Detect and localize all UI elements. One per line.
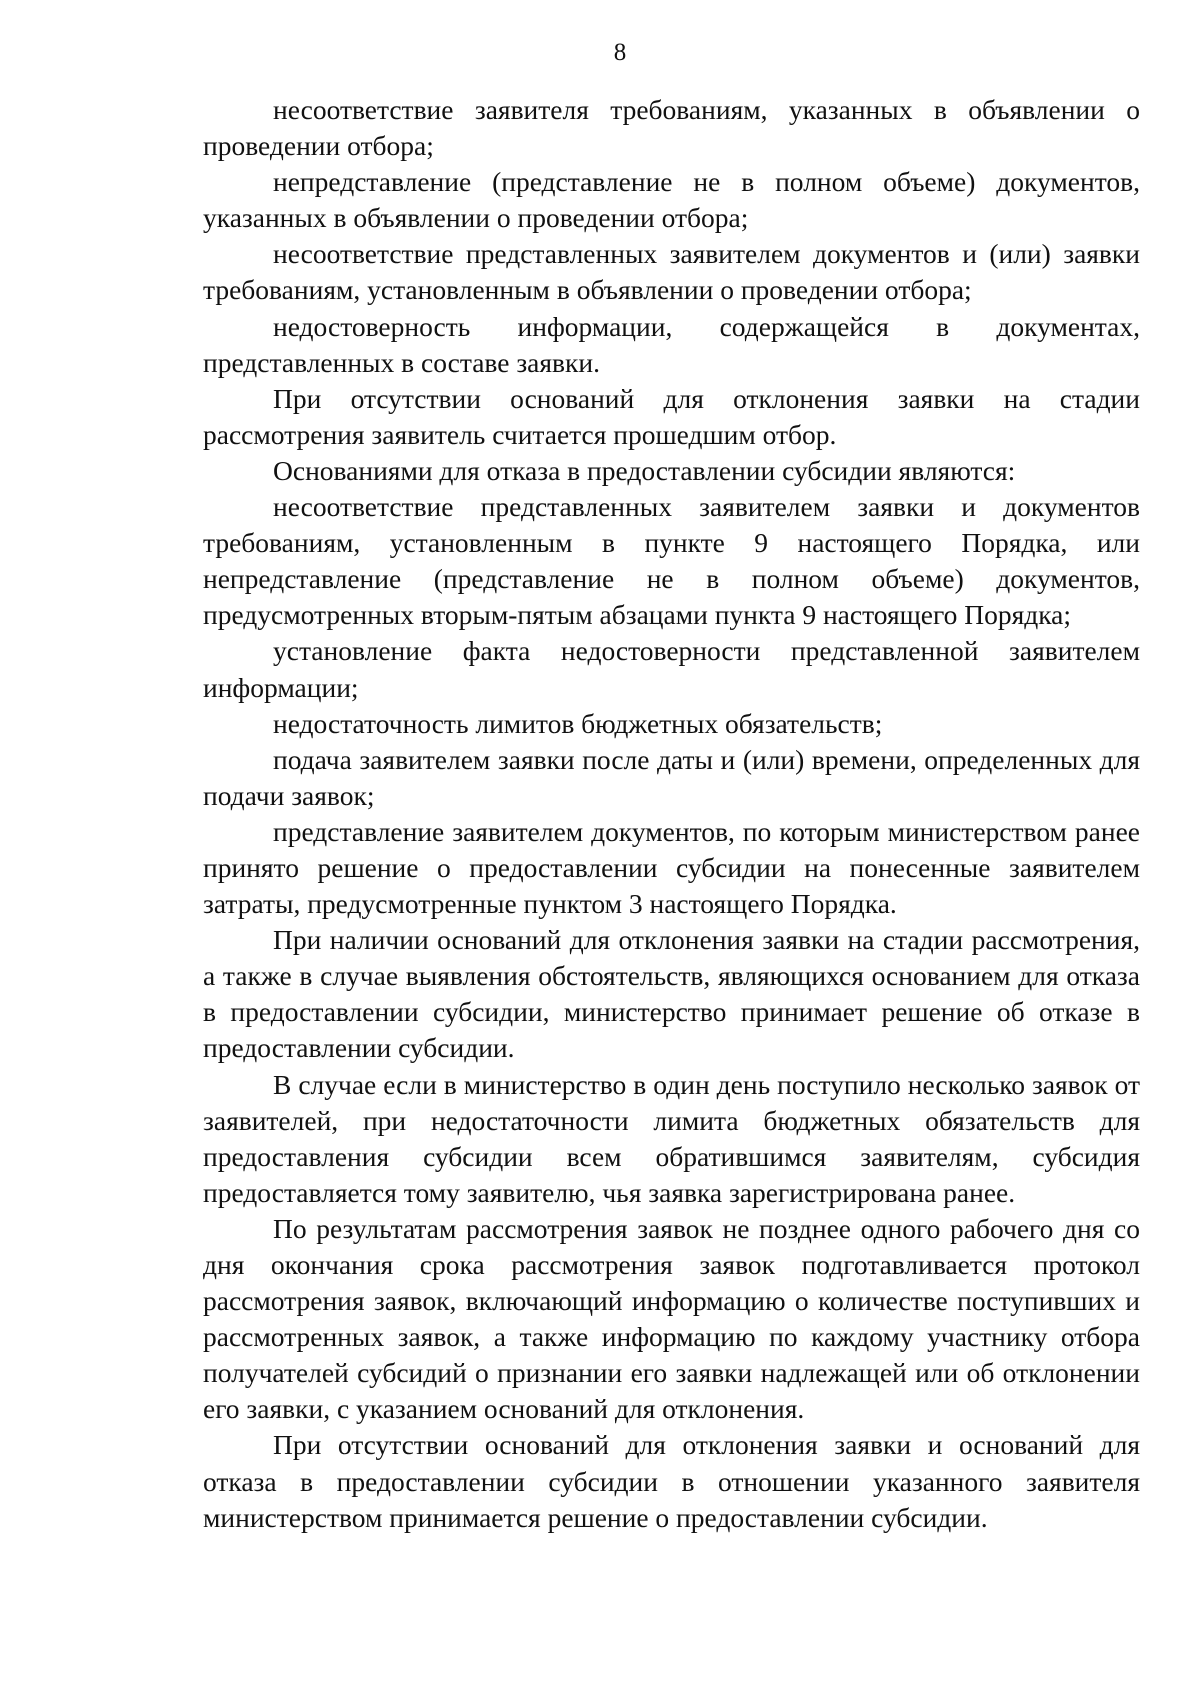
paragraph: При отсутствии оснований для отклонения заявки на стадии рассмотрения заявитель считается прошедшим отбор. [203,382,1140,450]
paragraph: несоответствие представленных заявителем заявки и документов требованиям, установленным в пункте 9 настоящего Порядка, или непредставление (представление не в полном объеме) документов, предусмотренных вторым-пятым абзацами пункта 9 настоящего Порядка; [203,491,1140,631]
paragraph: В случае если в министерство в один день поступило несколько заявок от заявителей, при недостаточности лимита бюджетных обязательств для предоставления субсидии всем обратившимся заявителям, субсидия предоставляется тому заявителю, чья заявка зарегистрирована ранее. [203,1068,1140,1208]
paragraph: несоответствие заявителя требованиям, указанных в объявлении о проведении отбора; [203,94,1140,162]
paragraph: подача заявителем заявки после даты и (или) времени, определенных для подачи заявок; [203,743,1140,811]
paragraph: несоответствие представленных заявителем документов и (или) заявки требованиям, установленным в объявлении о проведении отбора; [203,238,1140,306]
paragraph: Основаниями для отказа в предоставлении субсидии являются: [273,454,1016,486]
document-body [203,92,1140,1536]
paragraph: При наличии оснований для отклонения заявки на стадии рассмотрения, а также в случае выявления обстоятельств, являющихся основанием для отказа в предоставлении субсидии, министерство принимает решение об отказе в предоставлении субсидии. [203,924,1140,1064]
paragraph: недостаточность лимитов бюджетных обязательств; [273,707,883,739]
paragraph: представление заявителем документов, по которым министерством ранее принято решение о предоставлении субсидии на понесенные заявителем затраты, предусмотренные пунктом 3 настоящего Порядка. [203,815,1140,920]
paragraph: При отсутствии оснований для отклонения заявки и оснований для отказа в предоставлении субсидии в отношении указанного заявителя министерством принимается решение о предоставлении субсидии. [203,1429,1140,1533]
page-number: 8 [613,39,627,66]
paragraph: По результатам рассмотрения заявок не позднее одного рабочего дня со дня окончания срока рассмотрения заявок подготавливается протокол рассмотрения заявок, включающий информацию о количестве поступивших и рассмотренных заявок, а также информацию по каждому участнику отбора получателей субсидий о признании его заявки надлежащей или об отклонении его заявки, с указанием оснований для отклонения. [203,1212,1140,1425]
paragraph: непредставление (представление не в полном объеме) документов, указанных в объявлении о проведении отбора; [203,166,1140,234]
paragraph: недостоверность информации, содержащейся в документах, представленных в составе заявки. [203,310,1140,378]
paragraph: установление факта недостоверности представленной заявителем информации; [203,635,1140,703]
